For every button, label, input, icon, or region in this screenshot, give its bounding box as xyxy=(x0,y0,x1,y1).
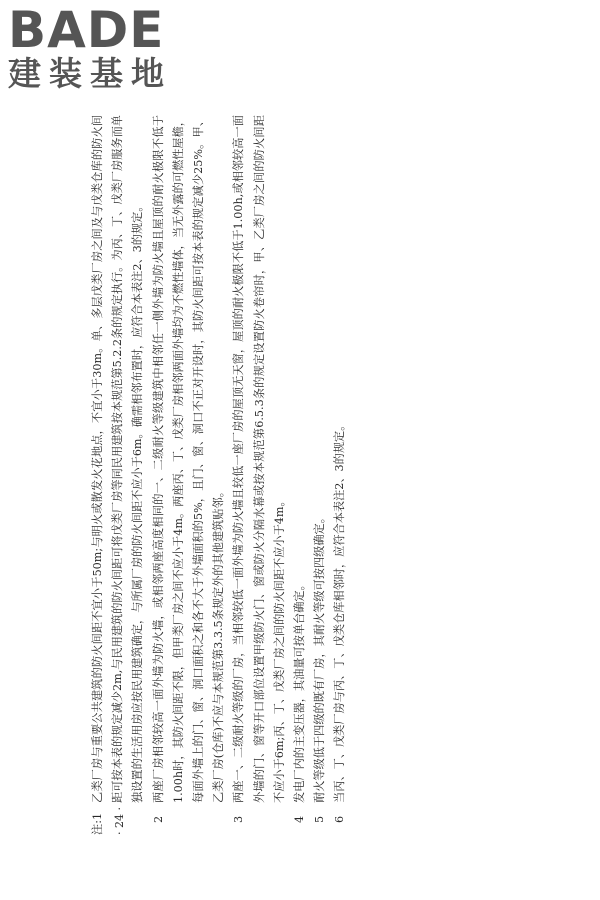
note-number: 2 xyxy=(151,815,165,823)
note-heading: 注:1 xyxy=(91,812,104,835)
rotated-page-content xyxy=(88,115,347,835)
note-text: 乙类厂房与重要公共建筑的防火间距不宜小于50m;与明火或散发火花地点，不宜小于30m。单、多层戊类厂房之间及与戊类仓库的防火间距可按本表的规定减少2m,与民用建筑的防火间距可将戊类厂房等同民用建筑按本规范第5.2.2条的规定执行。为丙、丁、戊类厂房服务而单独设置的生活用房应按民用建筑确定，与所属厂房的防火间距不应小于6m。确需相邻布置时，应符合本表注2、3的规定。 xyxy=(91,115,145,803)
note-text: 耐火等级低于四级的既有厂房，其耐火等级可按四级确定。 xyxy=(313,512,327,803)
note-text: 发电厂内的主变压器，其油量可按单台确定。 xyxy=(293,579,307,803)
note-item xyxy=(229,115,290,823)
logo-wordmark: BADE xyxy=(8,1,165,59)
page-number: · 24 · xyxy=(113,807,126,835)
note-text: 两座一、二级耐火等级的厂房，当相邻较低一面外墙为防火墙且较低一座厂房的屋顶无天窗，屋顶的耐火极限不低于1.00h,或相邻较高一面外墙的门、窗等开口部位设置甲级防火门、窗或防火分隔水幕或按本规范第6.5.3条的规定设置防火卷帘时，甲、乙类厂房之间的防火间距不应小于6m;丙、丁、戊类厂房之间的防火间距不应小于4m。 xyxy=(232,115,286,803)
note-text: 两座厂房相邻较高一面外墙为防火墙，或相邻两座高度相同的一、二级耐火等级建筑中相邻任一侧外墙为防火墙且屋顶的耐火极限不低于1.00h时，其防火间距不限，但甲类厂房之间不应小于4m。两座丙、丁、戊类厂房相邻两面外墙均为不燃性墙体，当无外露的可燃性屋檐，每面外墙上的门、窗、洞口面积之和各不大于外墙面积的5%，且门、窗、洞口不正对开设时，其防火间距可按本表的规定减少25%。甲、乙类厂房(仓库)不应与本规范第3.3.5条规定外的其他建筑贴邻。 xyxy=(151,115,226,803)
note-item xyxy=(330,115,350,823)
note-item xyxy=(88,115,149,803)
note-number: 3 xyxy=(232,815,246,823)
note-number xyxy=(88,803,149,823)
note-number: 6 xyxy=(333,815,347,823)
note-number: 5 xyxy=(313,815,327,823)
note-item xyxy=(149,115,230,823)
note-text: 当丙、丁、戊类厂房与丙、丁、戊类仓库相邻时，应符合本表注2、3的规定。 xyxy=(333,419,347,803)
logo-chinese-name: 建装基地 xyxy=(8,54,172,93)
logo xyxy=(8,1,178,93)
note-number: 4 xyxy=(293,815,307,823)
note-item xyxy=(310,115,330,823)
note-item xyxy=(290,115,310,823)
